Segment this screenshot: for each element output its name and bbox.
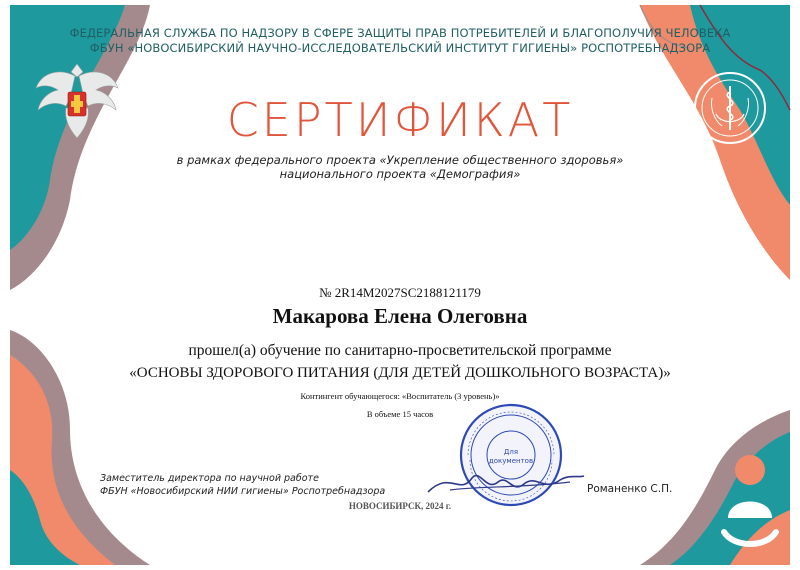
certificate-title: СЕРТИФИКАТ (226, 93, 574, 147)
signatory-position-line-1: Заместитель директора по научной работе (100, 473, 319, 484)
rospotrebnadzor-emblem-icon (30, 58, 125, 148)
city-year: НОВОСИБИРСК, 2024 г. (348, 501, 452, 511)
signatory-position-line-2: ФБУН «Новосибирский НИИ гигиены» Роспотребнадзора (100, 486, 386, 497)
institute-logo-icon (690, 68, 770, 148)
signatory-position (100, 472, 440, 498)
contingent-text: Контингент обучающегося: «Воспитатель (3 уровень)» (300, 391, 500, 401)
signatory-name: Романенко С.П. (587, 483, 673, 495)
completion-statement: прошел(а) обучение по санитарно-просветительской программе (188, 342, 612, 359)
subtitle-line-1: в рамках федерального проекта «Укрепление общественного здоровья» (176, 153, 624, 167)
volume-text: В объеме 15 часов (366, 409, 434, 419)
header (60, 26, 740, 56)
stamp-line-1: Для (503, 448, 519, 456)
certificate-number: № 2R14M2027SC2188121179 (319, 285, 481, 300)
subtitle-line-2: национального проекта «Демография» (279, 167, 521, 181)
program-title: «ОСНОВЫ ЗДОРОВОГО ПИТАНИЯ (ДЛЯ ДЕТЕЙ ДОШКОЛЬНОГО ВОЗРАСТА)» (129, 365, 671, 381)
handwritten-signature (420, 462, 590, 506)
stamp-line-2: документов (488, 457, 534, 465)
recipient-name: Макарова Елена Олеговна (272, 304, 528, 328)
people-logo-icon (720, 452, 790, 560)
header-line-2: ФБУН «НОВОСИБИРСКИЙ НАУЧНО-ИССЛЕДОВАТЕЛЬСКИЙ ИНСТИТУТ ГИГИЕНЫ» РОСПОТРЕБНАДЗОРА (89, 41, 711, 55)
project-subtitle (120, 153, 680, 181)
header-line-1: ФЕДЕРАЛЬНАЯ СЛУЖБА ПО НАДЗОРУ В СФЕРЕ ЗАЩИТЫ ПРАВ ПОТРЕБИТЕЛЕЙ И БЛАГОПОЛУЧИЯ ЧЕЛОВЕКА (69, 26, 731, 40)
